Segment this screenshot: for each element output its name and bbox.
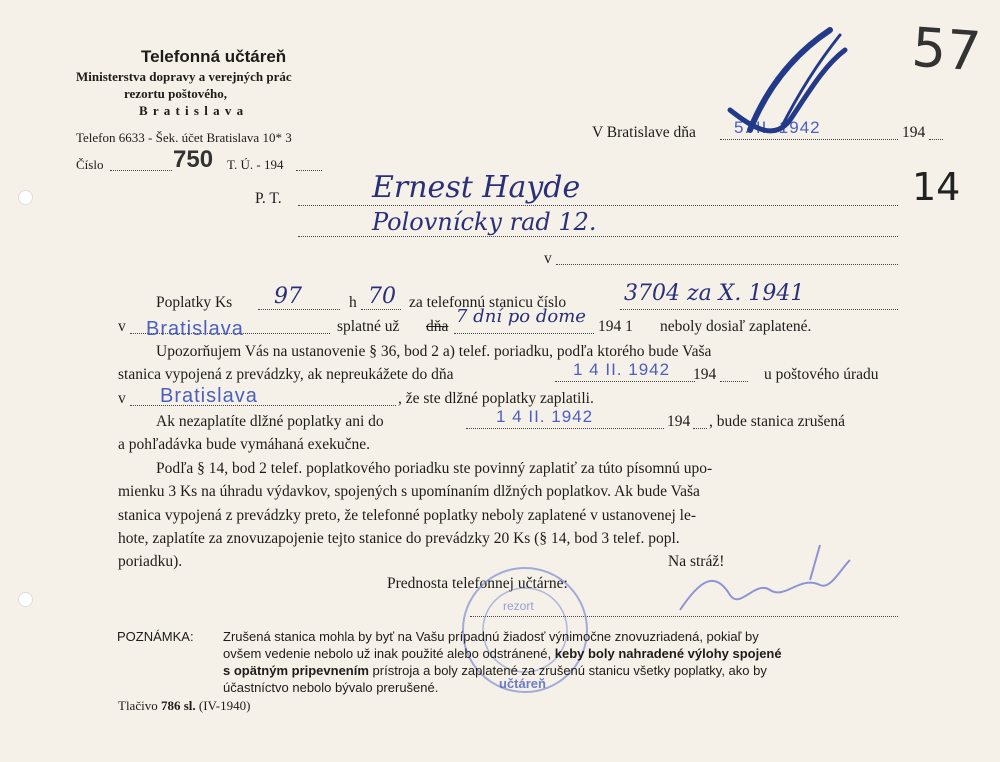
- paragraph-line-1: Upozorňujem Vás na ustanovenie § 36, bod 2 a) telef. poriadku, podľa ktorého bude Vaša: [156, 343, 712, 360]
- fees-h-value: 70: [368, 284, 396, 309]
- paragraph-line-4a: Ak nezaplatíte dlžné poplatky ani do: [156, 413, 384, 430]
- date-stamp-2: 1 4 II. 1942: [573, 360, 671, 379]
- signatory-label: Prednosta telefonnej učtárne:: [387, 575, 568, 592]
- date-stamp: 5. II. 1942: [734, 118, 821, 137]
- due-value: 7 dní po dome: [456, 306, 586, 327]
- note-label: POZNÁMKA:: [117, 629, 194, 644]
- address-v-label: v: [544, 250, 552, 267]
- note-line-2-bold: keby boly nahradené výlohy spojené: [554, 646, 782, 661]
- department-line: rezortu poštového,: [124, 86, 228, 101]
- addressee-name: Ernest Hayde: [372, 170, 581, 205]
- year-1941: 194 1: [598, 318, 633, 335]
- paragraph-year-2: 194: [693, 366, 717, 383]
- form-label: Tlačivo: [118, 698, 158, 713]
- cislo-label: Číslo: [76, 157, 104, 172]
- note-line-3: [223, 663, 767, 678]
- year-suffix: 194: [902, 124, 926, 141]
- paragraph-line-6: Podľa § 14, bod 2 telef. poplatkového poriadku ste povinný zaplatiť za túto písomnú upo-: [156, 460, 713, 477]
- form-footer: [118, 698, 250, 714]
- margin-number-top: 57: [909, 15, 983, 84]
- station-label: za telefonnú stanicu číslo: [409, 294, 567, 311]
- note-line-1: Zrušená stanica mohla by byť na Vašu prípadnú žiadosť výnimočne znovuzriadená, pokiaľ by: [223, 629, 759, 644]
- margin-number-right: 14: [912, 165, 961, 209]
- round-stamp-mid: rezort: [503, 599, 534, 613]
- city-line: B r a t i s l a v a: [139, 103, 245, 118]
- ministry-line: Ministerstva dopravy a verejných prác: [76, 69, 292, 84]
- paragraph-line-8: stanica vypojená z prevádzky preto, že telefonné poplatky neboly zaplatené v ustanovenej le-: [118, 507, 696, 524]
- note-line-2: [223, 646, 782, 661]
- fees-label: Poplatky Ks: [156, 294, 233, 311]
- station-value: 3704 za X. 1941: [624, 281, 805, 306]
- unpaid-text: neboly dosiaľ zaplatené.: [660, 318, 812, 335]
- paragraph-line-4b: , bude stanica zrušená: [709, 413, 845, 430]
- due-struck: dňa: [426, 318, 449, 335]
- h-label: h: [349, 294, 357, 311]
- paragraph-line-7: mienku 3 Ks na úhradu výdavkov, spojených s upomínaním dlžných poplatkov. Ak bude Vaša: [118, 483, 700, 500]
- office-title: Telefonná učtáreň: [141, 47, 287, 66]
- pt-label: P. T.: [255, 190, 282, 207]
- note-line-3-text: prístroja a boly zaplatené za zrušenú stanicu všetky poplatky, ako by: [372, 663, 767, 678]
- date-stamp-3: 1 4 II. 1942: [496, 407, 594, 426]
- reference-number: 750: [173, 146, 214, 173]
- paragraph-year-4: 194: [667, 413, 691, 430]
- form-edition: (IV-1940): [198, 698, 251, 713]
- round-stamp-bottom: učtáreň: [499, 676, 546, 691]
- note-line-3-bold: s opätným pripevnením: [223, 663, 369, 678]
- place-date-label: V Bratislave dňa: [592, 124, 696, 141]
- phone-line: Telefon 6633 - Šek. účet Bratislava 10* 3: [76, 130, 292, 145]
- pen-strokes: [720, 20, 860, 150]
- place-stamp-1: Bratislava: [146, 318, 244, 340]
- addressee-address: Polovnícky rad 12.: [372, 208, 597, 236]
- closing: Na stráž!: [668, 553, 725, 570]
- note-line-2-text: ovšem vedenie nebolo už inak použité alebo odstránené,: [223, 646, 552, 661]
- due-label: splatné už: [337, 318, 400, 335]
- paragraph-line-2b: u poštového úradu: [764, 366, 879, 383]
- paragraph-line-3: , že ste dlžné poplatky zaplatili.: [398, 390, 594, 407]
- note-line-4: účastníctvo nebolo bývalo prerušené.: [223, 680, 439, 695]
- paragraph-line-9: hote, zaplatíte za znovuzapojenie tejto stanice do prevádzky 20 Ks (§ 14, bod 3 telef. popl.: [118, 530, 680, 547]
- paragraph-line-10: poriadku).: [118, 553, 183, 570]
- v-label-2: v: [118, 390, 126, 407]
- punch-hole: [18, 190, 33, 205]
- fees-ks-value: 97: [274, 284, 302, 309]
- signature: [660, 540, 860, 630]
- reference-suffix: T. Ú. - 194: [227, 157, 284, 172]
- place-stamp-2: Bratislava: [160, 385, 258, 407]
- paragraph-line-2a: stanica vypojená z prevádzky, ak nepreukážete do dňa: [118, 366, 454, 383]
- v-label-1: v: [118, 318, 126, 335]
- form-number: 786 sl.: [160, 698, 196, 713]
- punch-hole: [18, 592, 33, 607]
- paragraph-line-5: a pohľadávka bude vymáhaná exekučne.: [118, 436, 371, 453]
